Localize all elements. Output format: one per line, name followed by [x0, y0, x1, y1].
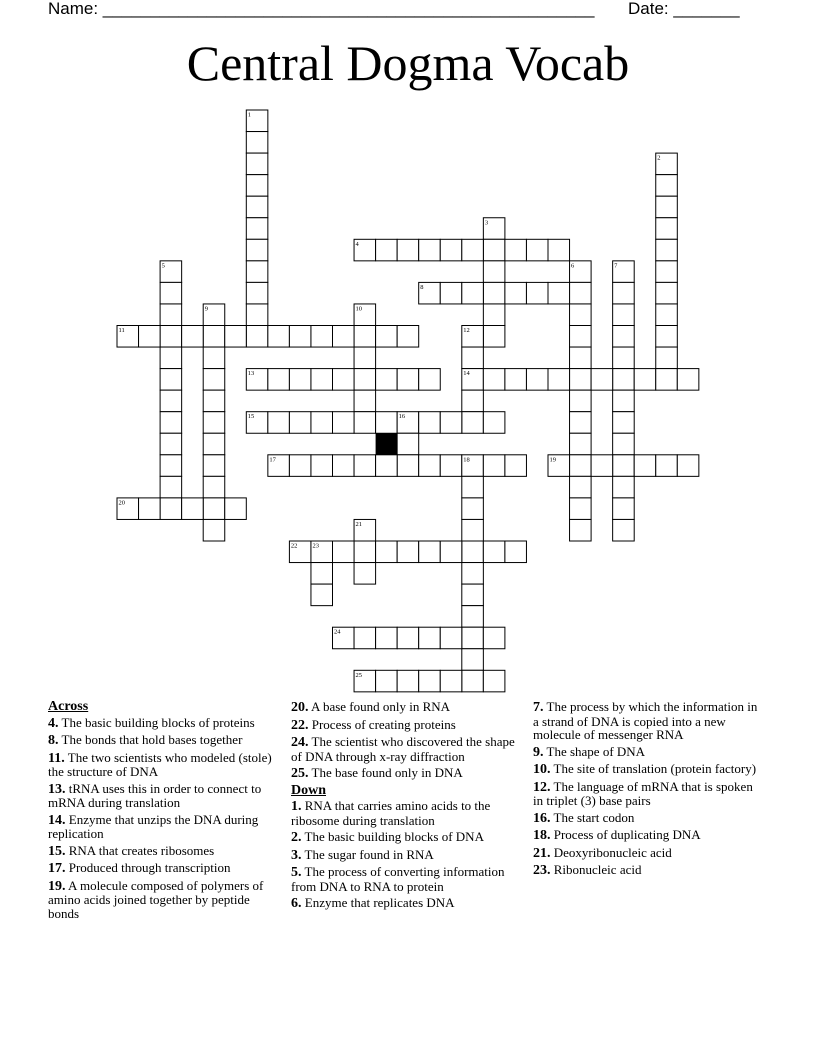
clue-25 — [291, 766, 521, 781]
grid-cell[interactable] — [440, 282, 462, 304]
cell-number: 20 — [118, 499, 125, 507]
cell-number: 16 — [398, 413, 406, 421]
grid-cell[interactable] — [246, 153, 268, 175]
cell-number: 10 — [355, 305, 363, 313]
grid-cell[interactable] — [462, 412, 484, 434]
grid-cell[interactable] — [311, 563, 333, 585]
grid-cell[interactable] — [203, 390, 225, 412]
page-title: Central Dogma Vocab — [186, 35, 630, 91]
clue-text: The shape of DNA — [543, 743, 646, 759]
clue-number: 12. — [533, 779, 551, 795]
down-clue-list — [291, 799, 521, 911]
grid-cell[interactable] — [376, 627, 398, 649]
grid-cell[interactable] — [354, 627, 376, 649]
clue-text: RNA that carries amino acids to the ribosome during translation — [291, 798, 491, 828]
grid-cell[interactable] — [246, 261, 268, 283]
grid-cell[interactable] — [419, 239, 441, 261]
grid-cell[interactable] — [570, 498, 592, 520]
clue-1 — [291, 799, 521, 827]
clue-text: The base found only in DNA — [308, 765, 463, 780]
grid-cell[interactable] — [483, 239, 505, 261]
grid-cell[interactable] — [570, 433, 592, 455]
grid-cell[interactable] — [483, 369, 505, 391]
clue-number: 5. — [291, 865, 302, 880]
clue-17 — [48, 861, 278, 876]
grid-cell[interactable] — [246, 175, 268, 197]
clue-text: Enzyme that replicates DNA — [301, 895, 455, 910]
grid-cell[interactable] — [160, 369, 182, 391]
down-heading: Down — [291, 782, 327, 798]
grid-cell[interactable] — [160, 455, 182, 477]
grid-cell[interactable] — [483, 304, 505, 326]
grid-cell[interactable] — [203, 433, 225, 455]
clue-number: 7. — [533, 700, 544, 715]
grid-cell[interactable] — [656, 196, 678, 218]
clue-8 — [48, 733, 278, 748]
grid-cell[interactable] — [397, 455, 419, 477]
grid-cell[interactable] — [526, 282, 548, 304]
grid-cell[interactable] — [613, 304, 635, 326]
grid-cell[interactable] — [613, 455, 635, 477]
grid-cell[interactable] — [462, 563, 484, 585]
grid-cell[interactable] — [354, 541, 376, 563]
clue-number: 21. — [533, 845, 551, 861]
grid-cell[interactable] — [203, 455, 225, 477]
clue-24 — [291, 735, 521, 763]
grid-cell[interactable] — [160, 433, 182, 455]
cell-number: 15 — [247, 413, 255, 421]
grid-cell[interactable] — [440, 412, 462, 434]
grid-cell[interactable] — [397, 627, 419, 649]
grid-cell[interactable] — [462, 584, 484, 606]
grid-cell[interactable] — [462, 541, 484, 563]
grid-cell[interactable] — [397, 541, 419, 563]
grid-cell[interactable] — [613, 433, 635, 455]
grid-cell[interactable] — [376, 541, 398, 563]
cell-number: 5 — [161, 262, 165, 270]
grid-cell[interactable] — [160, 390, 182, 412]
clue-13 — [48, 782, 278, 810]
grid-cell[interactable] — [505, 239, 527, 261]
grid-cell[interactable] — [462, 347, 484, 369]
grid-cell[interactable] — [613, 369, 635, 391]
grid-cell[interactable] — [333, 412, 355, 434]
name-field[interactable]: Name: ____________________________________________________ — [48, 0, 595, 18]
across-heading: Across — [48, 699, 89, 714]
grid-cell[interactable] — [397, 433, 419, 455]
grid-cell[interactable] — [182, 498, 204, 520]
grid-cell[interactable] — [397, 326, 419, 348]
clue-text: The basic building blocks of proteins — [58, 714, 255, 730]
grid-cell[interactable] — [397, 670, 419, 692]
cell-number: 13 — [247, 370, 255, 378]
clue-text: Enzyme that unzips the DNA during replication — [48, 811, 259, 841]
grid-cell[interactable] — [376, 412, 398, 434]
cell-number: 12 — [463, 327, 470, 334]
grid-cell[interactable] — [656, 239, 678, 261]
grid-cell[interactable] — [548, 239, 570, 261]
grid-cell[interactable] — [203, 519, 225, 541]
grid-cell[interactable] — [354, 412, 376, 434]
grid-cell[interactable] — [483, 455, 505, 477]
clue-text: A molecule composed of polymers of amino acids joined together by peptide bonds — [48, 877, 264, 921]
grid-cell[interactable] — [570, 519, 592, 541]
grid-cell[interactable] — [656, 455, 678, 477]
clue-number: 8. — [48, 733, 59, 748]
cell-number: 11 — [118, 327, 125, 334]
clue-20 — [291, 700, 521, 715]
grid-cell[interactable] — [160, 304, 182, 326]
clue-number: 19. — [48, 878, 66, 894]
cell-number: 24 — [334, 628, 341, 636]
grid-cell[interactable] — [440, 239, 462, 261]
clue-5 — [291, 865, 521, 893]
clue-text: The sugar found in RNA — [301, 846, 434, 862]
grid-cell[interactable] — [419, 455, 441, 477]
grid-cell[interactable] — [397, 369, 419, 391]
grid-cell[interactable] — [397, 239, 419, 261]
grid-cell[interactable] — [440, 541, 462, 563]
clue-number: 25. — [291, 766, 309, 781]
grid-cell[interactable] — [462, 649, 484, 671]
grid-cell[interactable] — [203, 412, 225, 434]
grid-cell[interactable] — [376, 239, 398, 261]
cell-number: 4 — [355, 240, 359, 248]
grid-cell[interactable] — [246, 304, 268, 326]
cell-number: 9 — [204, 305, 208, 313]
clue-number: 1. — [291, 799, 302, 814]
clue-7 — [533, 700, 763, 742]
clue-number: 17. — [48, 861, 66, 876]
cell-number: 18 — [463, 456, 470, 464]
grid-cell[interactable] — [419, 670, 441, 692]
grid-cell[interactable] — [354, 347, 376, 369]
grid-cell[interactable] — [505, 541, 527, 563]
clue-number: 3. — [291, 847, 302, 863]
clues-column-1 — [48, 700, 278, 923]
clue-text: RNA that creates ribosomes — [65, 842, 215, 858]
grid-cell[interactable] — [505, 455, 527, 477]
black-cell — [376, 433, 398, 455]
grid-cell[interactable] — [139, 498, 161, 520]
clue-text: The process by which the information in a strand of DNA is copied into a new molecule of messenger RNA — [533, 699, 758, 742]
clue-text: The scientist who discovered the shape of DNA through x-ray diffraction — [291, 734, 515, 764]
clue-text: Produced through transcription — [65, 860, 231, 875]
grid-cell[interactable] — [656, 261, 678, 283]
grid-cell[interactable] — [311, 326, 333, 348]
clue-text: The language of mRNA that is spoken in triplet (3) base pairs — [533, 778, 753, 808]
grid-cell[interactable] — [160, 347, 182, 369]
grid-cell[interactable] — [570, 390, 592, 412]
clue-11 — [48, 751, 278, 779]
grid-cell[interactable] — [591, 455, 613, 477]
grid-cell[interactable] — [570, 476, 592, 498]
grid-cell[interactable] — [548, 369, 570, 391]
grid-cell[interactable] — [333, 455, 355, 477]
grid-cell[interactable] — [483, 261, 505, 283]
clue-text: Process of duplicating DNA — [550, 827, 701, 842]
grid-cell[interactable] — [333, 541, 355, 563]
grid-cell[interactable] — [246, 218, 268, 240]
clue-number: 2. — [291, 830, 302, 845]
clue-number: 22. — [291, 717, 309, 733]
grid-cell[interactable] — [203, 326, 225, 348]
grid-cell[interactable] — [160, 282, 182, 304]
grid-cell[interactable] — [268, 412, 290, 434]
grid-cell[interactable] — [354, 455, 376, 477]
grid-cell[interactable] — [613, 412, 635, 434]
grid-cell[interactable] — [613, 390, 635, 412]
clue-number: 13. — [48, 781, 66, 797]
grid-cell[interactable] — [656, 304, 678, 326]
clue-number: 6. — [291, 896, 302, 911]
grid-cell[interactable] — [419, 369, 441, 391]
clue-2 — [291, 830, 521, 845]
grid-cell[interactable] — [462, 606, 484, 628]
clue-number: 11. — [48, 750, 65, 766]
clues-column-2 — [291, 700, 521, 914]
grid-cell[interactable] — [289, 326, 311, 348]
clue-number: 23. — [533, 863, 551, 878]
clue-18 — [533, 828, 763, 843]
clue-23 — [533, 863, 763, 878]
clue-number: 14. — [48, 812, 66, 828]
date-field[interactable]: Date: _______ — [628, 0, 740, 18]
grid-cell[interactable] — [613, 282, 635, 304]
grid-cell[interactable] — [591, 369, 613, 391]
across-clue-list — [48, 716, 278, 921]
grid-cell[interactable] — [376, 369, 398, 391]
grid-cell[interactable] — [613, 326, 635, 348]
grid-cell[interactable] — [289, 455, 311, 477]
clue-14 — [48, 813, 278, 841]
clue-number: 15. — [48, 843, 66, 859]
clue-text: The start codon — [550, 809, 635, 825]
clue-text: The process of converting information from DNA to RNA to protein — [291, 864, 505, 894]
grid-cell[interactable] — [483, 326, 505, 348]
grid-cell[interactable] — [570, 282, 592, 304]
grid-cell[interactable] — [483, 670, 505, 692]
clue-number: 24. — [291, 735, 309, 750]
clue-number: 4. — [48, 715, 59, 731]
grid-cell[interactable] — [462, 239, 484, 261]
grid-cell[interactable] — [333, 369, 355, 391]
grid-cell[interactable] — [268, 326, 290, 348]
cell-number: 6 — [571, 262, 575, 270]
grid-cell[interactable] — [570, 326, 592, 348]
cell-number: 22 — [290, 542, 298, 550]
grid-cell[interactable] — [440, 627, 462, 649]
cell-number: 23 — [312, 542, 319, 550]
clue-19 — [48, 879, 278, 921]
grid-cell[interactable] — [311, 584, 333, 606]
grid-cell[interactable] — [203, 347, 225, 369]
grid-cell[interactable] — [526, 239, 548, 261]
clue-text: Deoxyribonucleic acid — [550, 844, 672, 860]
grid-cell[interactable] — [462, 498, 484, 520]
grid-cell[interactable] — [462, 282, 484, 304]
across-clue-list-continued — [291, 700, 521, 781]
grid-cell[interactable] — [289, 369, 311, 391]
grid-cell[interactable] — [376, 326, 398, 348]
grid-cell[interactable] — [354, 563, 376, 585]
grid-cell[interactable] — [505, 369, 527, 391]
grid-cell[interactable] — [289, 412, 311, 434]
grid-cell[interactable] — [570, 304, 592, 326]
grid-cell[interactable] — [376, 670, 398, 692]
clue-22 — [291, 718, 521, 733]
clue-12 — [533, 780, 763, 808]
grid-cell[interactable] — [419, 541, 441, 563]
grid-cell[interactable] — [311, 455, 333, 477]
grid-cell[interactable] — [160, 498, 182, 520]
clue-text: The site of translation (protein factory) — [550, 761, 757, 776]
grid-cell[interactable] — [182, 326, 204, 348]
clue-text: The basic building blocks of DNA — [301, 829, 484, 844]
clue-number: 9. — [533, 744, 544, 760]
grid-cell[interactable] — [246, 326, 268, 348]
grid-cell[interactable] — [483, 541, 505, 563]
grid-cell[interactable] — [462, 390, 484, 412]
grid-cell[interactable] — [268, 369, 290, 391]
grid-cell[interactable] — [677, 455, 699, 477]
grid-cell[interactable] — [656, 218, 678, 240]
cell-number: 25 — [355, 671, 363, 679]
clue-21 — [533, 846, 763, 861]
grid-cell[interactable] — [333, 326, 355, 348]
grid-cell[interactable] — [483, 627, 505, 649]
grid-cell[interactable] — [505, 282, 527, 304]
grid-cell[interactable] — [634, 369, 656, 391]
cell-number: 7 — [614, 262, 618, 270]
clue-number: 20. — [291, 700, 309, 715]
clue-text: Process of creating proteins — [308, 716, 456, 732]
grid-cell[interactable] — [246, 196, 268, 218]
grid-cell[interactable] — [656, 175, 678, 197]
grid-cell[interactable] — [246, 132, 268, 154]
cell-number: 14 — [463, 370, 470, 378]
grid-cell[interactable] — [613, 498, 635, 520]
grid-cell[interactable] — [634, 455, 656, 477]
grid-cell[interactable] — [376, 455, 398, 477]
grid-cell[interactable] — [419, 412, 441, 434]
clue-9 — [533, 745, 763, 760]
grid-cell[interactable] — [160, 412, 182, 434]
grid-cell[interactable] — [656, 282, 678, 304]
grid-cell[interactable] — [462, 670, 484, 692]
grid-cell[interactable] — [570, 347, 592, 369]
grid-cell[interactable] — [354, 390, 376, 412]
down-clue-list-continued — [533, 700, 763, 878]
cell-number: 21 — [355, 520, 363, 528]
clue-text: tRNA uses this in order to connect to mRNA during translation — [48, 780, 262, 810]
cell-number: 17 — [269, 456, 276, 464]
grid-cell[interactable] — [462, 627, 484, 649]
grid-cell[interactable] — [656, 326, 678, 348]
grid-cell[interactable] — [656, 369, 678, 391]
grid-cell[interactable] — [548, 282, 570, 304]
cell-number: 1 — [247, 111, 252, 119]
grid-cell[interactable] — [570, 455, 592, 477]
grid-cell[interactable] — [440, 670, 462, 692]
grid-cell[interactable] — [462, 476, 484, 498]
clue-3 — [291, 848, 521, 863]
cell-number: 8 — [420, 283, 424, 291]
grid-cell[interactable] — [246, 282, 268, 304]
grid-cell[interactable] — [483, 282, 505, 304]
clue-6 — [291, 896, 521, 911]
grid-cell[interactable] — [656, 347, 678, 369]
clue-text: A base found only in RNA — [308, 699, 451, 714]
grid-cell[interactable] — [526, 369, 548, 391]
grid-cell[interactable] — [203, 369, 225, 391]
grid-cell[interactable] — [139, 326, 161, 348]
cell-number: 2 — [657, 154, 661, 162]
grid-cell[interactable] — [160, 476, 182, 498]
clue-10 — [533, 762, 763, 777]
grid-cell[interactable] — [354, 326, 376, 348]
clue-number: 10. — [533, 762, 551, 777]
clue-number: 16. — [533, 810, 551, 826]
grid-cell[interactable] — [311, 412, 333, 434]
grid-cell[interactable] — [225, 498, 247, 520]
grid-cell[interactable] — [462, 519, 484, 541]
grid-cell[interactable] — [419, 627, 441, 649]
grid-cell[interactable] — [570, 369, 592, 391]
grid-cell[interactable] — [203, 476, 225, 498]
grid-cell[interactable] — [613, 476, 635, 498]
grid-cell[interactable] — [354, 369, 376, 391]
clue-text: The two scientists who modeled (stole) the structure of DNA — [48, 749, 272, 779]
clue-4 — [48, 716, 278, 731]
clue-15 — [48, 844, 278, 859]
grid-cell[interactable] — [677, 369, 699, 391]
grid-cell[interactable] — [440, 455, 462, 477]
grid-cell[interactable] — [311, 369, 333, 391]
clue-text: The bonds that hold bases together — [58, 732, 243, 747]
cell-number: 3 — [484, 219, 489, 227]
grid-cell[interactable] — [160, 326, 182, 348]
grid-cell[interactable] — [246, 239, 268, 261]
cell-number: 19 — [549, 456, 556, 464]
clue-number: 18. — [533, 828, 551, 843]
grid-cell[interactable] — [613, 347, 635, 369]
grid-cell[interactable] — [613, 519, 635, 541]
grid-cell[interactable] — [203, 498, 225, 520]
clue-16 — [533, 811, 763, 826]
clue-text: Ribonucleic acid — [550, 862, 642, 877]
grid-cell[interactable] — [570, 412, 592, 434]
grid-cell[interactable] — [225, 326, 247, 348]
clues-column-3 — [533, 700, 763, 881]
grid-cell[interactable] — [483, 412, 505, 434]
